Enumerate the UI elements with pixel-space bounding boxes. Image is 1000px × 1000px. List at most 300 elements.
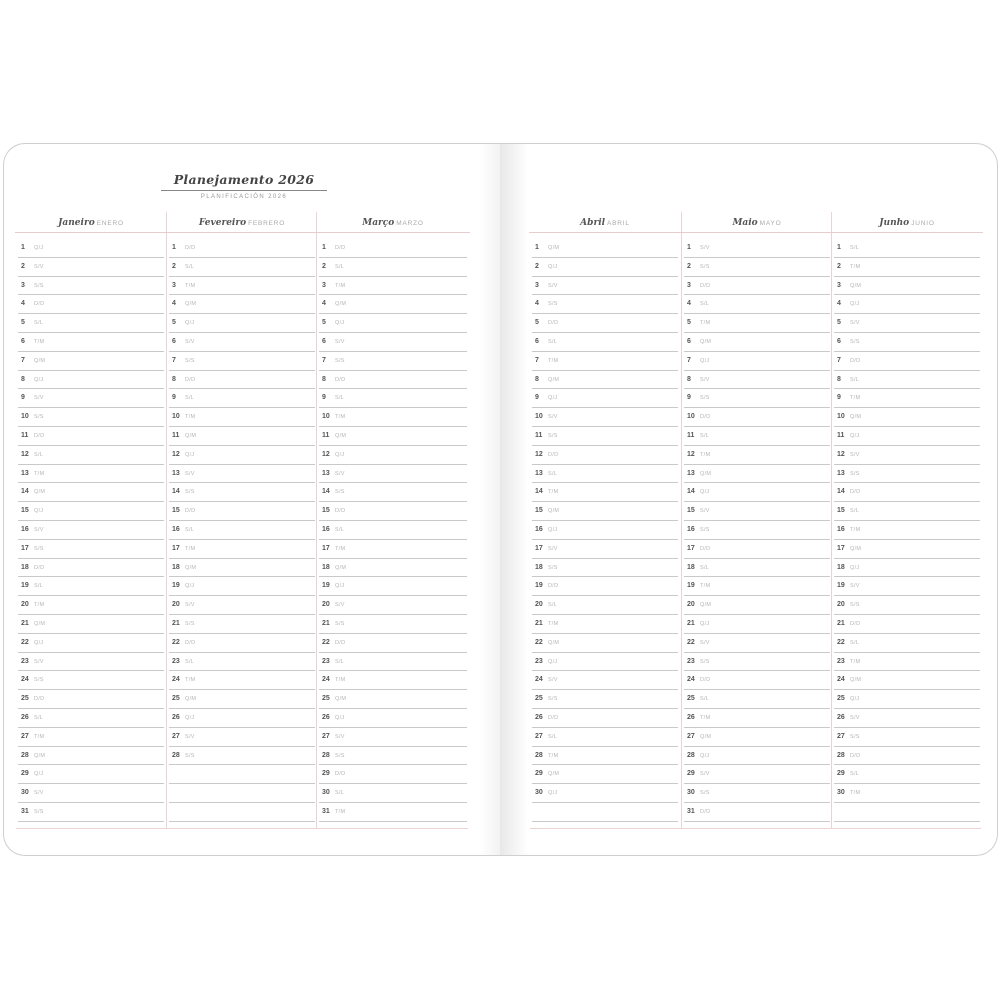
day-row[interactable] <box>319 729 467 747</box>
day-row[interactable] <box>834 804 980 822</box>
day-row[interactable] <box>532 578 678 596</box>
day-row[interactable] <box>532 729 678 747</box>
day-row[interactable] <box>684 729 830 747</box>
month-name-es: MAYO <box>759 220 782 227</box>
weekday-abbrev: D/D <box>335 508 346 515</box>
day-row[interactable] <box>834 729 980 747</box>
day-row[interactable] <box>169 785 315 803</box>
weekday-abbrev: T/M <box>34 470 45 477</box>
day-row[interactable] <box>319 635 467 653</box>
day-row[interactable] <box>319 296 467 314</box>
month-name-pt: Fevereiro <box>198 218 247 228</box>
day-row[interactable] <box>532 447 678 465</box>
day-row[interactable] <box>319 466 467 484</box>
day-row[interactable] <box>319 578 467 596</box>
day-row[interactable] <box>684 372 830 390</box>
day-number: 15 <box>21 507 29 515</box>
day-row[interactable] <box>319 278 467 296</box>
day-number: 19 <box>535 582 543 590</box>
day-row[interactable] <box>18 240 164 258</box>
weekday-abbrev: Q/M <box>850 677 862 684</box>
day-row[interactable] <box>169 278 315 296</box>
weekday-abbrev: D/D <box>700 677 711 684</box>
weekday-abbrev: D/D <box>850 620 861 627</box>
day-number: 4 <box>21 300 25 308</box>
day-number: 14 <box>687 488 695 496</box>
day-row[interactable] <box>684 560 830 578</box>
day-rows <box>682 233 832 822</box>
day-row[interactable] <box>18 315 164 333</box>
day-row[interactable] <box>319 409 467 427</box>
day-row[interactable] <box>18 522 164 540</box>
day-number: 16 <box>172 525 180 533</box>
day-row[interactable] <box>319 428 467 446</box>
day-row[interactable] <box>18 503 164 521</box>
day-row[interactable] <box>169 560 315 578</box>
day-row[interactable] <box>684 672 830 690</box>
day-number: 4 <box>687 300 691 308</box>
day-row[interactable] <box>684 541 830 559</box>
day-row[interactable] <box>169 748 315 766</box>
day-row[interactable] <box>319 390 467 408</box>
day-row[interactable] <box>18 390 164 408</box>
day-number: 11 <box>322 431 330 439</box>
weekday-abbrev: T/M <box>700 320 711 327</box>
day-row[interactable] <box>18 428 164 446</box>
day-row[interactable] <box>169 804 315 822</box>
day-row[interactable] <box>834 390 980 408</box>
day-row[interactable] <box>532 748 678 766</box>
day-row[interactable] <box>834 466 980 484</box>
day-number: 8 <box>21 375 25 383</box>
day-row[interactable] <box>834 672 980 690</box>
day-row[interactable] <box>684 635 830 653</box>
day-number: 2 <box>687 262 691 270</box>
weekday-abbrev: T/M <box>185 545 196 552</box>
weekday-abbrev: Q/M <box>850 282 862 289</box>
day-row[interactable] <box>532 428 678 446</box>
day-row[interactable] <box>319 372 467 390</box>
month-header <box>166 212 318 233</box>
day-number: 3 <box>535 281 539 289</box>
day-row[interactable] <box>169 578 315 596</box>
day-row[interactable] <box>834 409 980 427</box>
day-row[interactable] <box>18 635 164 653</box>
day-row[interactable] <box>18 353 164 371</box>
day-row[interactable] <box>319 597 467 615</box>
weekday-abbrev: S/L <box>185 526 195 533</box>
day-number: 8 <box>687 375 691 383</box>
day-row[interactable] <box>169 484 315 502</box>
weekday-abbrev: S/V <box>34 263 44 270</box>
day-row[interactable] <box>834 635 980 653</box>
day-row[interactable] <box>532 503 678 521</box>
day-row[interactable] <box>18 785 164 803</box>
day-row[interactable] <box>319 710 467 728</box>
day-number: 13 <box>322 469 330 477</box>
day-row[interactable] <box>169 766 315 784</box>
day-number: 23 <box>837 657 845 665</box>
day-row[interactable] <box>532 804 678 822</box>
day-row[interactable] <box>684 278 830 296</box>
weekday-abbrev: Q/J <box>34 508 44 515</box>
day-row[interactable] <box>18 597 164 615</box>
spine-shadow <box>480 144 500 855</box>
day-row[interactable] <box>532 466 678 484</box>
day-row[interactable] <box>532 541 678 559</box>
day-row[interactable] <box>169 635 315 653</box>
day-number: 9 <box>21 394 25 402</box>
day-row[interactable] <box>319 804 467 822</box>
month-column-january <box>16 212 166 828</box>
weekday-abbrev: S/L <box>850 376 860 383</box>
day-number: 6 <box>322 337 326 345</box>
weekday-abbrev: Q/J <box>335 583 345 590</box>
day-row[interactable] <box>684 428 830 446</box>
day-row[interactable] <box>18 278 164 296</box>
day-number: 16 <box>837 525 845 533</box>
weekday-abbrev: S/L <box>850 245 860 251</box>
day-row[interactable] <box>684 409 830 427</box>
weekday-abbrev: S/S <box>548 432 558 439</box>
day-row[interactable] <box>532 560 678 578</box>
day-number: 30 <box>21 789 29 797</box>
day-row[interactable] <box>18 578 164 596</box>
day-row[interactable] <box>684 296 830 314</box>
weekday-abbrev: Q/J <box>185 451 195 458</box>
day-row[interactable] <box>834 522 980 540</box>
day-row[interactable] <box>834 315 980 333</box>
day-row[interactable] <box>319 766 467 784</box>
day-row[interactable] <box>532 484 678 502</box>
day-row[interactable] <box>319 541 467 559</box>
day-number: 22 <box>21 638 29 646</box>
day-row[interactable] <box>834 578 980 596</box>
day-row[interactable] <box>834 616 980 634</box>
day-row[interactable] <box>684 597 830 615</box>
day-number: 15 <box>322 507 330 515</box>
day-row[interactable] <box>18 334 164 352</box>
day-number: 29 <box>837 770 845 778</box>
day-row[interactable] <box>834 541 980 559</box>
day-row[interactable] <box>834 278 980 296</box>
day-row[interactable] <box>834 691 980 709</box>
day-row[interactable] <box>319 484 467 502</box>
day-number: 24 <box>172 676 180 684</box>
day-row[interactable] <box>834 597 980 615</box>
day-row[interactable] <box>169 466 315 484</box>
day-row[interactable] <box>18 804 164 822</box>
weekday-abbrev: D/D <box>850 752 861 759</box>
weekday-abbrev: S/V <box>335 602 345 609</box>
day-row[interactable] <box>532 691 678 709</box>
day-row[interactable] <box>684 240 830 258</box>
day-row[interactable] <box>319 353 467 371</box>
day-row[interactable] <box>319 522 467 540</box>
day-row[interactable] <box>532 259 678 277</box>
weekday-abbrev: S/S <box>700 395 710 402</box>
month-column-april <box>530 212 680 828</box>
day-row[interactable] <box>169 729 315 747</box>
weekday-abbrev: S/L <box>700 432 710 439</box>
day-row[interactable] <box>18 560 164 578</box>
weekday-abbrev: S/V <box>548 414 558 421</box>
day-row[interactable] <box>684 390 830 408</box>
day-row[interactable] <box>18 766 164 784</box>
day-row[interactable] <box>18 654 164 672</box>
day-number: 6 <box>535 337 539 345</box>
day-row[interactable] <box>532 372 678 390</box>
day-row[interactable] <box>169 372 315 390</box>
day-row[interactable] <box>319 748 467 766</box>
day-number: 2 <box>837 262 841 270</box>
day-number: 15 <box>535 507 543 515</box>
day-number: 17 <box>21 544 29 552</box>
day-row[interactable] <box>834 428 980 446</box>
day-row[interactable] <box>684 522 830 540</box>
day-row[interactable] <box>532 409 678 427</box>
weekday-abbrev: T/M <box>700 583 711 590</box>
day-row[interactable] <box>834 484 980 502</box>
day-row[interactable] <box>319 259 467 277</box>
day-row[interactable] <box>319 672 467 690</box>
day-row[interactable] <box>532 353 678 371</box>
day-number: 29 <box>21 770 29 778</box>
day-row[interactable] <box>18 259 164 277</box>
weekday-abbrev: D/D <box>850 489 861 496</box>
day-row[interactable] <box>834 654 980 672</box>
day-row[interactable] <box>319 654 467 672</box>
weekday-abbrev: S/V <box>335 338 345 345</box>
day-row[interactable] <box>834 748 980 766</box>
day-row[interactable] <box>169 710 315 728</box>
day-row[interactable] <box>18 372 164 390</box>
day-row[interactable] <box>18 691 164 709</box>
day-row[interactable] <box>834 296 980 314</box>
day-row[interactable] <box>169 522 315 540</box>
day-row[interactable] <box>169 353 315 371</box>
day-row[interactable] <box>684 353 830 371</box>
day-row[interactable] <box>18 447 164 465</box>
day-row[interactable] <box>834 560 980 578</box>
day-row[interactable] <box>834 785 980 803</box>
day-number: 25 <box>837 695 845 703</box>
day-row[interactable] <box>684 748 830 766</box>
day-row[interactable] <box>684 315 830 333</box>
day-row[interactable] <box>169 672 315 690</box>
day-number: 18 <box>172 563 180 571</box>
day-row[interactable] <box>532 315 678 333</box>
day-row[interactable] <box>684 259 830 277</box>
day-row[interactable] <box>319 334 467 352</box>
day-row[interactable] <box>684 804 830 822</box>
day-number: 21 <box>322 619 330 627</box>
day-row[interactable] <box>319 616 467 634</box>
day-row[interactable] <box>684 785 830 803</box>
day-row[interactable] <box>532 522 678 540</box>
day-number: 7 <box>21 356 25 364</box>
weekday-abbrev: T/M <box>335 677 346 684</box>
weekday-abbrev: Q/M <box>700 733 712 740</box>
day-row[interactable] <box>684 466 830 484</box>
day-row[interactable] <box>169 259 315 277</box>
day-row[interactable] <box>834 372 980 390</box>
day-number: 18 <box>837 563 845 571</box>
day-row[interactable] <box>169 334 315 352</box>
day-number: 7 <box>837 356 841 364</box>
day-row[interactable] <box>169 616 315 634</box>
day-row[interactable] <box>18 616 164 634</box>
day-row[interactable] <box>532 597 678 615</box>
day-row[interactable] <box>18 748 164 766</box>
day-row[interactable] <box>684 447 830 465</box>
day-number: 26 <box>687 713 695 721</box>
day-row[interactable] <box>18 296 164 314</box>
weekday-abbrev: S/L <box>34 714 44 721</box>
weekday-abbrev: T/M <box>850 263 861 270</box>
weekday-abbrev: Q/J <box>548 526 558 533</box>
weekday-abbrev: T/M <box>34 602 45 609</box>
day-number: 13 <box>687 469 695 477</box>
weekday-abbrev: S/V <box>185 733 195 740</box>
day-row[interactable] <box>532 635 678 653</box>
day-row[interactable] <box>169 296 315 314</box>
weekday-abbrev: S/S <box>700 263 710 270</box>
day-row[interactable] <box>319 503 467 521</box>
day-number: 28 <box>837 751 845 759</box>
day-row[interactable] <box>18 466 164 484</box>
day-number: 24 <box>837 676 845 684</box>
weekday-abbrev: D/D <box>185 639 196 646</box>
weekday-abbrev: Q/M <box>700 470 712 477</box>
day-number: 12 <box>837 450 845 458</box>
day-row[interactable] <box>532 672 678 690</box>
weekday-abbrev: Q/M <box>335 564 347 571</box>
day-row[interactable] <box>532 390 678 408</box>
day-row[interactable] <box>18 710 164 728</box>
day-row[interactable] <box>18 541 164 559</box>
day-row[interactable] <box>684 334 830 352</box>
day-row[interactable] <box>319 785 467 803</box>
day-number: 13 <box>837 469 845 477</box>
weekday-abbrev: T/M <box>335 545 346 552</box>
day-row[interactable] <box>532 616 678 634</box>
day-row[interactable] <box>18 729 164 747</box>
day-row[interactable] <box>834 353 980 371</box>
weekday-abbrev: D/D <box>700 545 711 552</box>
day-row[interactable] <box>684 503 830 521</box>
day-rows <box>16 233 166 822</box>
day-number: 24 <box>535 676 543 684</box>
weekday-abbrev: S/S <box>185 620 195 627</box>
weekday-abbrev: S/S <box>185 752 195 759</box>
day-row[interactable] <box>169 447 315 465</box>
day-row[interactable] <box>834 259 980 277</box>
day-row[interactable] <box>532 785 678 803</box>
day-row[interactable] <box>169 409 315 427</box>
day-row[interactable] <box>169 541 315 559</box>
weekday-abbrev: D/D <box>34 432 45 439</box>
day-row[interactable] <box>319 315 467 333</box>
day-row[interactable] <box>684 578 830 596</box>
weekday-abbrev: D/D <box>335 245 346 251</box>
day-number: 30 <box>535 789 543 797</box>
day-row[interactable] <box>532 296 678 314</box>
day-row[interactable] <box>18 484 164 502</box>
day-row[interactable] <box>169 390 315 408</box>
day-row[interactable] <box>18 672 164 690</box>
day-row[interactable] <box>169 597 315 615</box>
day-row[interactable] <box>169 428 315 446</box>
page-subtitle: PLANIFICACIÓN 2026 <box>200 194 288 200</box>
weekday-abbrev: Q/J <box>335 320 345 327</box>
day-number: 20 <box>687 601 695 609</box>
day-row[interactable] <box>834 710 980 728</box>
day-number: 2 <box>21 262 25 270</box>
weekday-abbrev: D/D <box>548 320 559 327</box>
day-number: 19 <box>21 582 29 590</box>
day-row[interactable] <box>532 654 678 672</box>
day-number: 5 <box>535 319 539 327</box>
day-row[interactable] <box>169 315 315 333</box>
day-number: 28 <box>172 751 180 759</box>
weekday-abbrev: T/M <box>700 451 711 458</box>
day-row[interactable] <box>532 710 678 728</box>
day-row[interactable] <box>684 691 830 709</box>
day-number: 4 <box>837 300 841 308</box>
day-row[interactable] <box>532 278 678 296</box>
day-number: 4 <box>535 300 539 308</box>
day-row[interactable] <box>834 503 980 521</box>
day-row[interactable] <box>319 691 467 709</box>
weekday-abbrev: S/S <box>335 620 345 627</box>
day-number: 22 <box>837 638 845 646</box>
weekday-abbrev: S/S <box>185 489 195 496</box>
day-number: 22 <box>172 638 180 646</box>
day-number: 25 <box>322 695 330 703</box>
weekday-abbrev: S/L <box>34 451 44 458</box>
day-row[interactable] <box>169 503 315 521</box>
day-row[interactable] <box>532 766 678 784</box>
weekday-abbrev: S/V <box>34 790 44 797</box>
day-row[interactable] <box>684 710 830 728</box>
day-number: 23 <box>687 657 695 665</box>
day-row[interactable] <box>319 447 467 465</box>
day-row[interactable] <box>834 766 980 784</box>
day-row[interactable] <box>834 447 980 465</box>
day-row[interactable] <box>169 654 315 672</box>
day-row[interactable] <box>684 654 830 672</box>
day-row[interactable] <box>319 560 467 578</box>
day-row[interactable] <box>169 691 315 709</box>
day-row[interactable] <box>169 240 315 258</box>
day-row[interactable] <box>684 766 830 784</box>
day-row[interactable] <box>532 240 678 258</box>
weekday-abbrev: Q/M <box>548 376 560 383</box>
weekday-abbrev: Q/J <box>548 263 558 270</box>
day-row[interactable] <box>684 484 830 502</box>
day-number: 12 <box>687 450 695 458</box>
day-number: 5 <box>322 319 326 327</box>
day-row[interactable] <box>18 409 164 427</box>
day-row[interactable] <box>532 334 678 352</box>
day-row[interactable] <box>834 240 980 258</box>
day-row[interactable] <box>319 240 467 258</box>
day-number: 31 <box>322 807 330 815</box>
day-row[interactable] <box>684 616 830 634</box>
day-row[interactable] <box>834 334 980 352</box>
day-number: 23 <box>322 657 330 665</box>
